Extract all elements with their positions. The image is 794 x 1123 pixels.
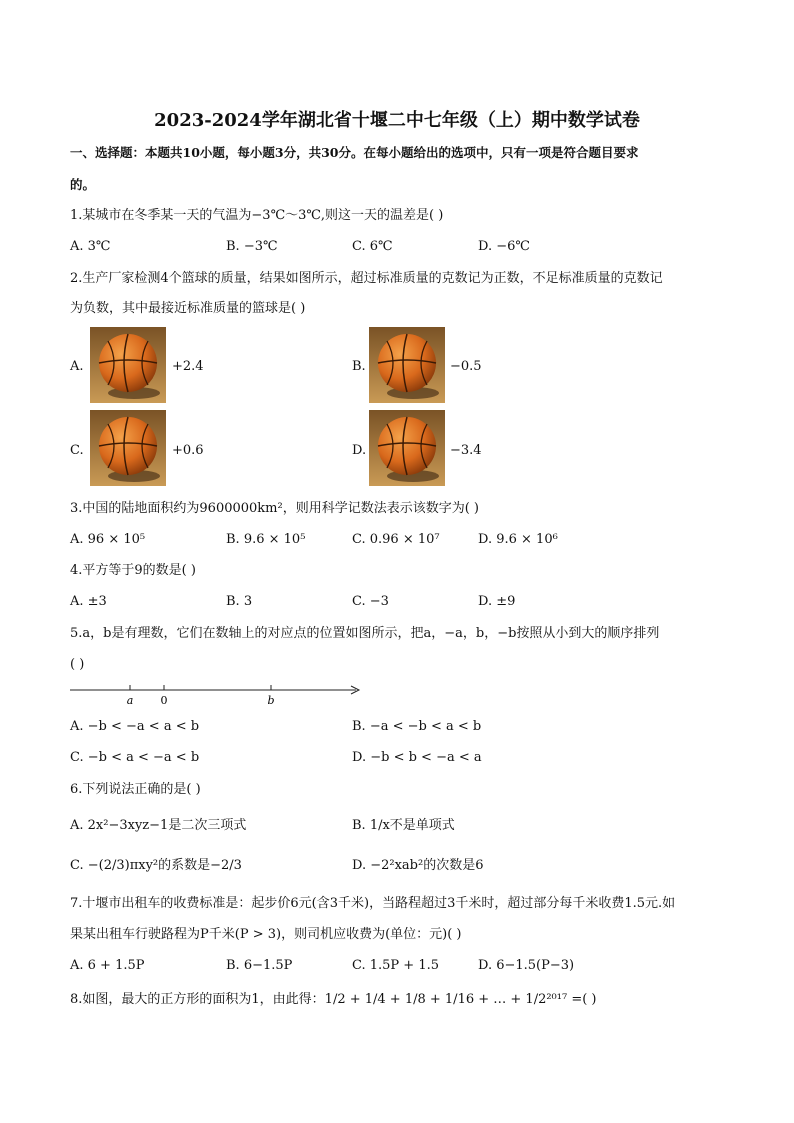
- basketball-image: [90, 410, 166, 486]
- question-2-stem-line2: 为负数，其中最接近标准质量的篮球是( ): [70, 301, 306, 316]
- axis-label-b: b: [267, 694, 275, 707]
- question-6-option-b: B. 1/x不是单项式: [352, 818, 455, 833]
- question-7-option-c: C. 1.5P + 1.5: [352, 958, 440, 973]
- question-1-option-d: D. −6℃: [478, 239, 530, 254]
- question-4-option-d: D. ±9: [478, 594, 516, 609]
- question-3-option-a: A. 96 × 10⁵: [70, 532, 146, 547]
- axis-label-zero: 0: [160, 694, 168, 707]
- question-2-option-c-letter: C.: [70, 443, 84, 458]
- question-3-option-d: D. 9.6 × 10⁶: [478, 532, 558, 547]
- question-2-option-a-letter: A.: [70, 359, 84, 374]
- question-6-option-c: C. −(2/3)πxy²的系数是−2/3: [70, 858, 242, 873]
- basketball-image: [369, 327, 445, 403]
- question-4-stem: 4.平方等于9的数是( ): [70, 563, 196, 578]
- question-6-option-d: D. −2²xab²的次数是6: [352, 858, 484, 873]
- question-6-stem: 6.下列说法正确的是( ): [70, 782, 201, 797]
- question-4-option-a: A. ±3: [70, 594, 107, 609]
- question-2-stem-line1: 2.生产厂家检测4个篮球的质量，结果如图所示，超过标准质量的克数记为正数，不足标准质量的克数记: [70, 271, 663, 286]
- question-8-stem: 8.如图，最大的正方形的面积为1，由此得：1/2 + 1/4 + 1/8 + 1/16 + … + 1/2²⁰¹⁷ =( ): [70, 992, 597, 1007]
- question-5-stem-line2: ( ): [70, 657, 85, 672]
- section-header-line2: 的。: [70, 177, 96, 192]
- question-7-option-b: B. 6−1.5P: [226, 958, 293, 973]
- question-1-option-b: B. −3℃: [226, 239, 278, 254]
- axis-label-a: a: [126, 694, 134, 707]
- number-line-diagram: [70, 678, 362, 712]
- page-title: 2023-2024学年湖北省十堰二中七年级（上）期中数学试卷: [154, 110, 640, 131]
- question-7-option-d: D. 6−1.5(P−3): [478, 958, 575, 973]
- question-2-option-c-value: +0.6: [172, 443, 204, 458]
- question-2-option-b-value: −0.5: [450, 359, 482, 374]
- section-header-line1: 一、选择题：本题共10小题，每小题3分，共30分。在每小题给出的选项中，只有一项是符合题目要求: [70, 145, 639, 160]
- basketball-image: [90, 327, 166, 403]
- question-7-stem-line2: 果某出租车行驶路程为P千米(P > 3)，则司机应收费为(单位：元)( ): [70, 927, 462, 942]
- question-2-option-a-value: +2.4: [172, 359, 204, 374]
- question-7-option-a: A. 6 + 1.5P: [70, 958, 145, 973]
- question-6-option-a: A. 2x²−3xyz−1是二次三项式: [70, 818, 247, 833]
- question-1-option-c: C. 6℃: [352, 239, 393, 254]
- question-4-option-b: B. 3: [226, 594, 253, 609]
- question-2-option-b-letter: B.: [352, 359, 366, 374]
- question-1-option-a: A. 3℃: [70, 239, 111, 254]
- question-5-option-a: A. −b < −a < a < b: [70, 719, 200, 734]
- question-5-stem-line1: 5.a，b是有理数，它们在数轴上的对应点的位置如图所示，把a，−a，b，−b按照从小到大的顺序排列: [70, 626, 660, 641]
- basketball-image: [369, 410, 445, 486]
- question-5-option-b: B. −a < −b < a < b: [352, 719, 482, 734]
- question-3-option-c: C. 0.96 × 10⁷: [352, 532, 440, 547]
- question-5-option-c: C. −b < a < −a < b: [70, 750, 200, 765]
- question-7-stem-line1: 7.十堰市出租车的收费标准是：起步价6元(含3千米)，当路程超过3千米时，超过部分每千米收费1.5元.如: [70, 896, 676, 911]
- question-4-option-c: C. −3: [352, 594, 389, 609]
- question-2-option-d-letter: D.: [352, 443, 367, 458]
- question-5-option-d: D. −b < b < −a < a: [352, 750, 482, 765]
- question-1-stem: 1.某城市在冬季某一天的气温为−3℃～3℃,则这一天的温差是( ): [70, 208, 444, 223]
- question-3-option-b: B. 9.6 × 10⁵: [226, 532, 306, 547]
- question-3-stem: 3.中国的陆地面积约为9600000km²，则用科学记数法表示该数字为( ): [70, 501, 479, 516]
- question-2-option-d-value: −3.4: [450, 443, 482, 458]
